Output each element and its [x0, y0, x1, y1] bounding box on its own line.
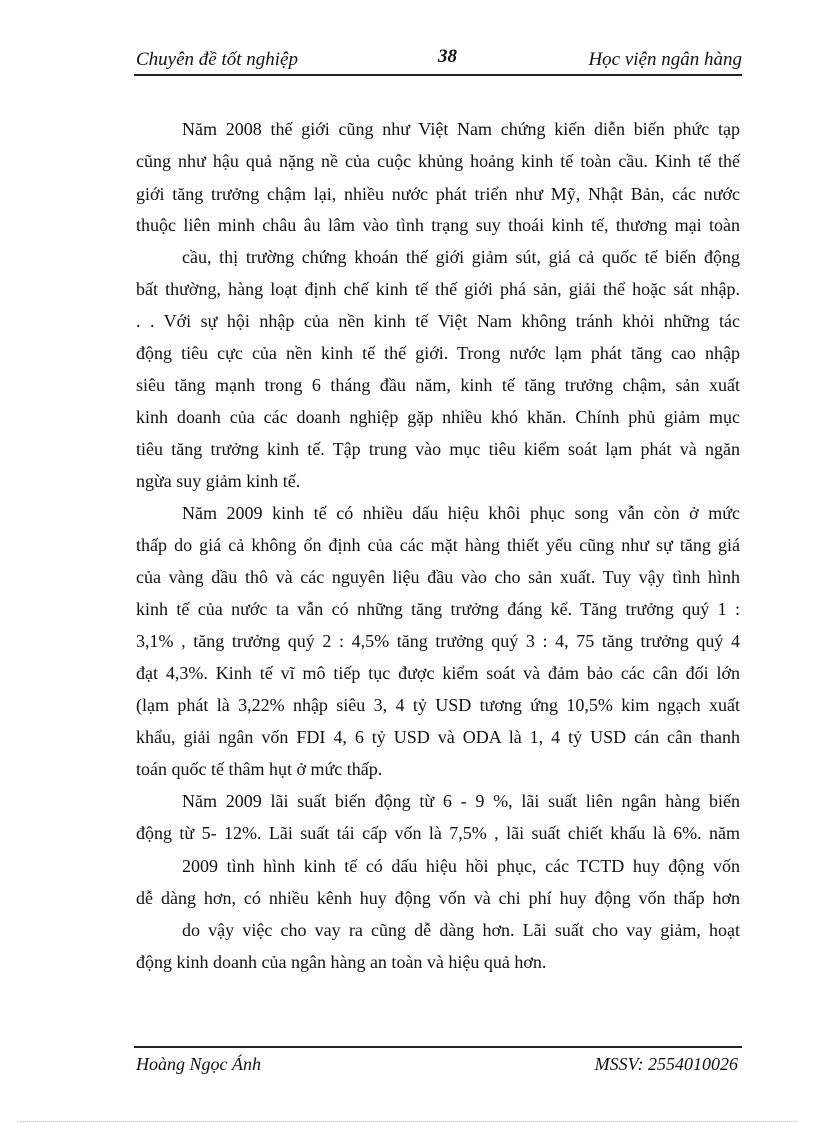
body-line: Năm 2009 kinh tế có nhiều dấu hiệu khôi phục song vẫn còn ở mức [182, 503, 740, 523]
body-line: động kinh doanh của ngân hàng an toàn và hiệu quả hơn. [136, 952, 547, 972]
footer-divider [134, 1046, 742, 1048]
body-line: thuộc liên minh châu âu lâm vào tình trạng suy thoái kinh tế, thương mại toàn [136, 215, 740, 235]
page-number: 38 [438, 46, 457, 67]
header-document-type: Chuyên đề tốt nghiệp [136, 49, 298, 70]
footer-student-id: MSSV: 2554010026 [594, 1054, 738, 1074]
body-line: toán quốc tế thâm hụt ở mức thấp. [136, 759, 383, 779]
body-line: 3,1% , tăng trưởng quý 2 : 4,5% tăng trưởng quý 3 : 4, 75 tăng trưởng quý 4 [136, 631, 740, 651]
body-line: 2009 tình hình kinh tế có dấu hiệu hồi phục, các TCTD huy động vốn [182, 856, 740, 876]
body-line: đạt 4,3%. Kinh tế vĩ mô tiếp tục được kiểm soát và đảm bảo các cân đối lớn [136, 663, 740, 683]
header-institution: Học viện ngân hàng [588, 49, 742, 70]
body-line: thấp do giá cả không ổn định của các mặt hàng thiết yếu cũng như sự tăng giá [136, 535, 740, 555]
body-line: giới tăng trưởng chậm lại, nhiều nước phát triển như Mỹ, Nhật Bản, các nước [136, 184, 740, 204]
body-line: (lạm phát là 3,22% nhập siêu 3, 4 tỷ USD tương ứng 10,5% kim ngạch xuất [136, 695, 740, 715]
body-line: cầu, thị trường chứng khoán thế giới giảm sút, giá cả quốc tế biến động [182, 247, 740, 267]
header-divider [134, 74, 742, 76]
body-line: kinh tế của nước ta vẫn có những tăng trưởng đáng kể. Tăng trưởng quý 1 : [136, 599, 740, 619]
body-line: ngừa suy giảm kinh tế. [136, 471, 301, 491]
body-line: dễ dàng hơn, có nhiều kênh huy động vốn và chi phí huy động vốn thấp hơn [136, 888, 740, 908]
body-line: do vậy việc cho vay ra cũng dễ dàng hơn. Lãi suất cho vay giảm, hoạt [182, 920, 740, 940]
page-footer [134, 1054, 742, 1080]
body-line: động từ 5- 12%. Lãi suất tái cấp vốn là 7,5% , lãi suất chiết khấu là 6%. năm [136, 823, 740, 843]
body-line: . . Với sự hội nhập của nền kinh tế Việt Nam không tránh khỏi những tác [136, 311, 740, 331]
body-line: khẩu, giải ngân vốn FDI 4, 6 tỷ USD và ODA là 1, 4 tỷ USD cán cân thanh [136, 727, 740, 747]
footer-author: Hoàng Ngọc Ánh [136, 1054, 261, 1074]
body-line: kinh doanh của các doanh nghiệp gặp nhiều khó khăn. Chính phủ giảm mục [136, 407, 740, 427]
body-line: tiêu tăng trưởng kinh tế. Tập trung vào mục tiêu kiểm soát lạm phát và ngăn [136, 439, 740, 459]
body-line: siêu tăng mạnh trong 6 tháng đầu năm, kinh tế tăng trưởng chậm, sản xuất [136, 375, 740, 395]
body-line: động tiêu cực của nền kinh tế thế giới. Trong nước lạm phát tăng cao nhập [136, 343, 740, 363]
body-line: cũng như hậu quả nặng nề của cuộc khủng hoảng kinh tế toàn cầu. Kinh tế thế [136, 151, 740, 171]
page-bottom-border [20, 1121, 796, 1122]
body-line: Năm 2008 thế giới cũng như Việt Nam chứng kiến diễn biến phức tạp [182, 119, 740, 139]
body-line: Năm 2009 lãi suất biến động từ 6 - 9 %, lãi suất liên ngân hàng biến [182, 791, 740, 811]
body-line: của vàng dầu thô và các nguyên liệu đầu vào cho sản xuất. Tuy vậy tình hình [136, 567, 740, 587]
body-line: bất thường, hàng loạt định chế kinh tế thế giới phá sản, giải thể hoặc sát nhập. [136, 279, 740, 299]
page-header [134, 46, 742, 74]
